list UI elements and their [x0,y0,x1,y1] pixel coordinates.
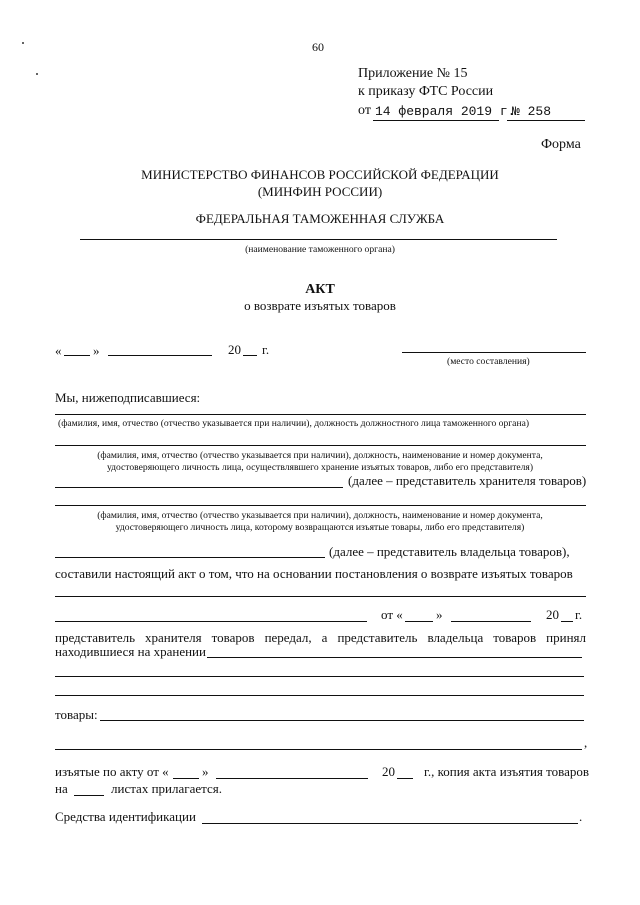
ministry-short: (МИНФИН РОССИИ) [257,184,383,199]
we-signed-label: Мы, нижеподписавшиеся: [55,390,201,405]
scan-dot [22,42,24,44]
seized-quote-close: » [202,764,209,779]
seized-year-prefix: 20 [382,764,395,779]
decision-day-field [405,621,433,622]
owner-label: (далее – представитель владельца товаров), [329,544,570,559]
goods-label: товары: [55,707,98,722]
keeper-field [55,445,586,446]
ident-period: . [579,809,583,824]
composed-text: составили настоящий акт о том, что на основании постановления о возврате изъятых товаров [55,566,573,581]
appendix-prefix: от [358,103,371,118]
owner-field [55,505,586,506]
ministry-name: МИНИСТЕРСТВО ФИНАНСОВ РОССИЙСКОЙ ФЕДЕРАЦИИ [141,167,499,182]
stored-field-2 [55,676,584,677]
seized-prefix: изъятые по акту от « [55,764,169,779]
decision-year-prefix: 20 [546,607,559,622]
year-prefix: 20 [228,342,241,357]
sheets-label: листах прилагается. [111,781,222,796]
goods-field-2 [55,749,582,750]
seized-month-field [216,778,368,779]
appendix-number: № 258 [512,104,552,119]
stored-label: находившиеся на хранении [55,644,206,659]
year-suffix: г. [262,342,270,357]
decision-field [55,596,586,597]
keeper-hint-2: удостоверяющего личность лица, осуществлявшего хранение изъятых товаров, либо его представителя) [106,462,534,473]
stored-field-3 [55,695,584,696]
scan-dot [36,73,38,75]
customs-body-line [80,239,557,240]
owner-name-field [55,557,325,558]
decision-year-suffix: г. [575,607,583,622]
page-number: 60 [312,40,324,54]
day-field [64,355,90,356]
transfer-text: представитель хранителя товаров передал, а представитель владельца товаров принял [55,630,586,645]
keeper-label: (далее – представитель хранителя товаров) [348,473,587,488]
decision-year-field [561,621,573,622]
act-subtitle: о возврате изъятых товаров [244,298,396,313]
seized-year-field [397,778,413,779]
appendix-line1: Приложение № 15 [358,66,468,81]
appendix-date-underline [373,120,499,121]
appendix-number-underline [507,120,585,121]
appendix-date: 14 февраля 2019 г. [375,104,516,119]
year-field [243,355,257,356]
place-hint: (место составления) [447,356,530,367]
customs-body-hint: (наименование таможенного органа) [245,244,395,255]
decision-field-2 [55,621,367,622]
decision-from: от « [381,607,403,622]
decision-month-field [451,621,531,622]
month-field [108,355,212,356]
keeper-hint-1: (фамилия, имя, отчество (отчество указывается при наличии), должность, наименование и номер документа, [97,450,543,461]
sheets-count-field [74,795,104,796]
official-hint: (фамилия, имя, отчество (отчество указывается при наличии), должность должностного лица таможенного органа) [58,418,530,429]
ident-field [202,823,578,824]
act-title: АКТ [305,282,335,297]
ident-label: Средства идентификации [55,809,196,824]
decision-quote-close: » [436,607,443,622]
official-field [55,414,586,415]
goods-field [100,720,584,721]
sheets-prefix: на [55,781,68,796]
owner-hint-1: (фамилия, имя, отчество (отчество указывается при наличии), должность, наименование и номер документа, [97,510,543,521]
stored-field [207,657,582,658]
form-label: Форма [541,137,581,152]
place-field [402,352,586,353]
goods-comma: , [584,735,588,750]
appendix-line2: к приказу ФТС России [358,84,494,99]
seized-suffix: г., копия акта изъятия товаров [424,764,590,779]
owner-hint-2: удостоверяющего личность лица, которому возвращаются изъятые товары, либо его представителя) [115,522,525,533]
date-quote-close: » [93,343,100,358]
seized-day-field [173,778,199,779]
customs-service: ФЕДЕРАЛЬНАЯ ТАМОЖЕННАЯ СЛУЖБА [195,211,445,226]
date-quote-open: « [55,343,62,358]
keeper-name-field [55,487,343,488]
